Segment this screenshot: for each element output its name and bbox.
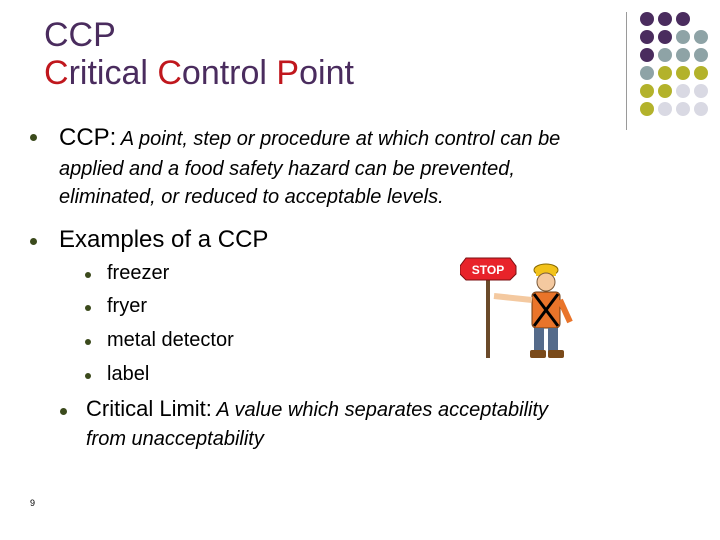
title-word-oint: oint [299, 54, 354, 92]
decor-dot [676, 30, 690, 44]
decor-dot [676, 48, 690, 62]
decor-dot [658, 84, 672, 98]
decor-dot [676, 84, 690, 98]
ccp-definition-line-2: applied and a food safety hazard can be prevented, [59, 158, 515, 180]
critical-limit-line-1 [86, 396, 548, 422]
decor-dot [658, 12, 672, 26]
example-item-metal-detector: metal detector [107, 329, 234, 351]
decor-dot [694, 84, 708, 98]
examples-heading: Examples of a CCP [59, 226, 269, 253]
title-letter-c1: C [44, 54, 69, 92]
title-line-2 [44, 54, 354, 92]
bullet-icon [60, 408, 67, 415]
divider-line [626, 12, 627, 130]
decor-dot [640, 102, 654, 116]
sub-bullet-icon [85, 373, 91, 379]
decorative-dot-grid [640, 12, 720, 122]
decor-dot [640, 48, 654, 62]
sub-bullet-icon [85, 272, 91, 278]
sub-bullet-icon [85, 305, 91, 311]
decor-dot [676, 102, 690, 116]
decor-dot [658, 30, 672, 44]
decor-dot [640, 30, 654, 44]
ccp-label: CCP: [59, 124, 117, 151]
decor-dot [640, 12, 654, 26]
decor-dot [658, 48, 672, 62]
page-number: 9 [30, 498, 36, 508]
title-word-ontrol: ontrol [181, 54, 277, 92]
ccp-definition-text-1: A point, step or procedure at which control can be [120, 128, 561, 150]
title-letter-p: P [276, 54, 300, 92]
decor-dot [640, 84, 654, 98]
sub-bullet-icon [85, 339, 91, 345]
decor-dot [694, 66, 708, 80]
decor-dot [658, 102, 672, 116]
critical-limit-text-1: A value which separates acceptability [216, 399, 549, 421]
decor-dot [640, 66, 654, 80]
ccp-definition-line-3: eliminated, or reduced to acceptable levels. [59, 186, 444, 208]
decor-dot [694, 48, 708, 62]
bullet-icon [30, 238, 37, 245]
decor-dot [658, 66, 672, 80]
title-word-ritical: ritical [68, 54, 158, 92]
decor-dot [694, 30, 708, 44]
example-item-fryer: fryer [107, 295, 147, 317]
ccp-definition-line-1 [59, 124, 560, 152]
bullet-icon [30, 134, 37, 141]
title-line-1: CCP [44, 16, 116, 54]
stop-sign-text: STOP [471, 263, 505, 277]
example-item-label: label [107, 363, 150, 385]
title-letter-c2: C [157, 54, 182, 92]
example-item-freezer: freezer [107, 262, 170, 284]
decor-dot [694, 102, 708, 116]
slide-title [44, 16, 354, 92]
critical-limit-label: Critical Limit: [86, 396, 212, 421]
critical-limit-line-2: from unacceptability [86, 428, 264, 450]
decor-dot [676, 66, 690, 80]
stop-sign-worker-icon [460, 256, 580, 360]
decor-dot [676, 12, 690, 26]
